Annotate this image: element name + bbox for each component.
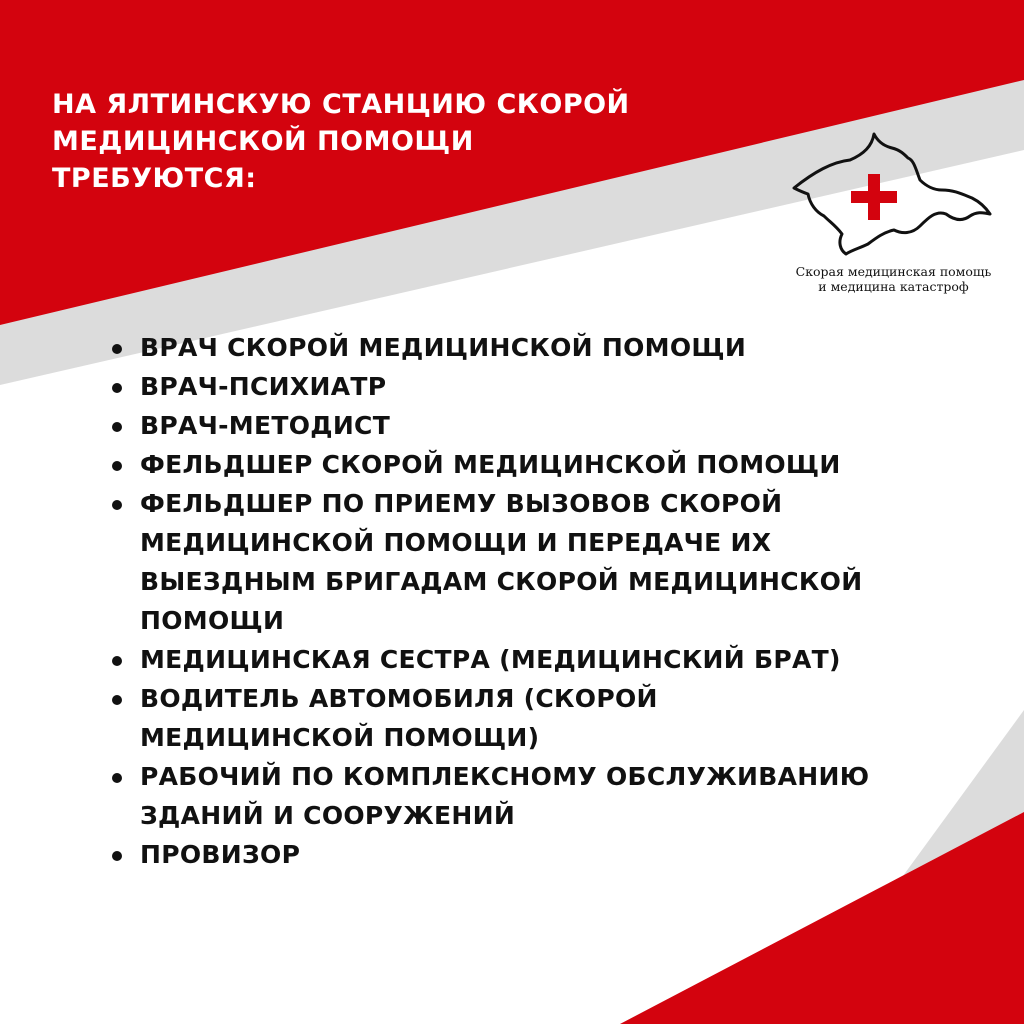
vacancy-text: ВОДИТЕЛЬ АВТОМОБИЛЯ (СКОРОЙ МЕДИЦИНСКОЙ ПОМОЩИ) [140,684,658,752]
bullet-icon [112,461,122,471]
vacancy-item [110,640,1010,679]
vacancy-text: ВРАЧ СКОРОЙ МЕДИЦИНСКОЙ ПОМОЩИ [140,333,747,362]
bullet-icon [112,656,122,666]
cross-horizontal [851,191,897,203]
page-title: НА ЯЛТИНСКУЮ СТАНЦИЮ СКОРОЙ МЕДИЦИНСКОЙ ПОМОЩИ ТРЕБУЮТСЯ: [52,89,630,194]
logo [786,128,1001,308]
vacancy-item [110,328,1010,367]
vacancy-text: ВРАЧ-ПСИХИАТР [140,372,387,401]
vacancy-item [110,679,1010,757]
crimea-map-red-cross-icon [786,128,1001,263]
vacancy-text: ФЕЛЬДШЕР ПО ПРИЕМУ ВЫЗОВОВ СКОРОЙ МЕДИЦИНСКОЙ ПОМОЩИ И ПЕРЕДАЧЕ ИХ ВЫЕЗДНЫМ БРИГАДАМ СКОРОЙ МЕДИЦИНСКОЙ ПОМОЩИ [140,489,863,635]
vacancy-list [110,328,1010,874]
vacancy-text: ПРОВИЗОР [140,840,301,869]
vacancy-text: МЕДИЦИНСКАЯ СЕСТРА (МЕДИЦИНСКИЙ БРАТ) [140,645,841,674]
bullet-icon [112,383,122,393]
vacancy-item [110,757,1010,835]
vacancy-item [110,445,1010,484]
vacancy-item [110,406,1010,445]
bullet-icon [112,344,122,354]
logo-caption: Скорая медицинская помощь и медицина катастроф [795,264,992,294]
bullet-icon [112,500,122,510]
vacancy-item [110,367,1010,406]
bullet-icon [112,695,122,705]
bullet-icon [112,422,122,432]
vacancy-text: ВРАЧ-МЕТОДИСТ [140,411,391,440]
vacancy-text: РАБОЧИЙ ПО КОМПЛЕКСНОМУ ОБСЛУЖИВАНИЮ ЗДАНИЙ И СООРУЖЕНИЙ [140,762,870,830]
bullet-icon [112,851,122,861]
vacancy-item [110,484,1010,640]
vacancy-item [110,835,1010,874]
bullet-icon [112,773,122,783]
vacancy-text: ФЕЛЬДШЕР СКОРОЙ МЕДИЦИНСКОЙ ПОМОЩИ [140,450,841,479]
